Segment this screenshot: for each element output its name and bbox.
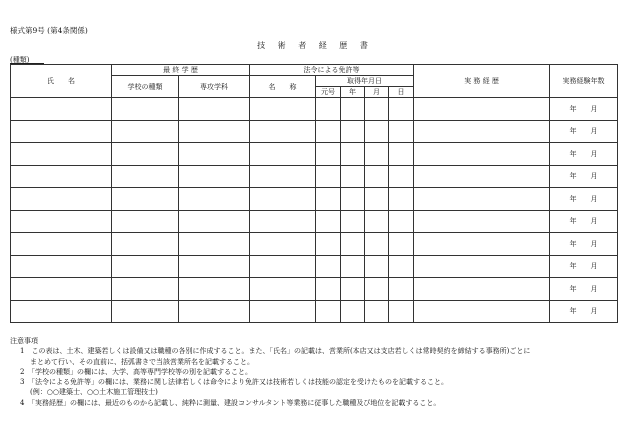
month-unit: 月	[590, 262, 598, 271]
table-row	[11, 210, 618, 233]
name-cell[interactable]	[11, 233, 112, 256]
year-cell[interactable]	[341, 210, 365, 233]
major-cell[interactable]	[179, 98, 250, 121]
year-unit: 年	[569, 149, 577, 158]
day-cell[interactable]	[389, 300, 414, 323]
month-cell[interactable]	[365, 300, 389, 323]
month-cell[interactable]	[365, 278, 389, 301]
work-history-cell[interactable]	[414, 210, 550, 233]
era-cell[interactable]	[316, 300, 341, 323]
era-cell[interactable]	[316, 143, 341, 166]
experience-years-cell[interactable]	[550, 165, 618, 188]
work-history-cell[interactable]	[414, 143, 550, 166]
note-3: 3 「法令による免許等」の欄には、業務に関し法律若しくは命令により免許又は技術若しくは技能の認定を受けたものを記載すること。	[20, 378, 448, 387]
school-type-cell[interactable]	[112, 165, 179, 188]
era-cell[interactable]	[316, 210, 341, 233]
form-number: 様式第9号 (第4条関係)	[10, 26, 88, 35]
school-type-cell[interactable]	[112, 278, 179, 301]
work-history-header: 実 務 経 歴	[414, 65, 550, 98]
license-name-cell[interactable]	[250, 233, 316, 256]
experience-years-cell[interactable]	[550, 98, 618, 121]
year-unit: 年	[569, 217, 577, 226]
table-row	[11, 278, 618, 301]
note-1-continued: まとめて行い、その直前に、括弧書きで当該営業所名を記載すること。	[30, 357, 254, 366]
note-3-example: (例：○○建築士、○○土木施工管理技士)	[30, 388, 158, 397]
name-cell[interactable]	[11, 188, 112, 211]
work-history-cell[interactable]	[414, 233, 550, 256]
school-type-cell[interactable]	[112, 300, 179, 323]
table-row	[11, 120, 618, 143]
major-cell[interactable]	[179, 255, 250, 278]
experience-years-cell[interactable]	[550, 300, 618, 323]
name-cell[interactable]	[11, 210, 112, 233]
month-unit: 月	[590, 239, 598, 248]
work-history-cell[interactable]	[414, 120, 550, 143]
year-cell[interactable]	[341, 165, 365, 188]
experience-years-cell[interactable]	[550, 278, 618, 301]
era-cell[interactable]	[316, 233, 341, 256]
table-row	[11, 98, 618, 121]
year-unit: 年	[569, 127, 577, 136]
month-cell[interactable]	[365, 188, 389, 211]
year-cell[interactable]	[341, 120, 365, 143]
day-cell[interactable]	[389, 233, 414, 256]
month-unit: 月	[590, 217, 598, 226]
month-cell[interactable]	[365, 143, 389, 166]
year-unit: 年	[569, 307, 577, 316]
license-name-cell[interactable]	[250, 255, 316, 278]
experience-years-cell[interactable]	[550, 210, 618, 233]
era-cell[interactable]	[316, 188, 341, 211]
note-2: 2 「学校の種類」の欄には、大学、高等専門学校等の別を記載すること。	[20, 367, 252, 376]
school-type-cell[interactable]	[112, 233, 179, 256]
work-history-cell[interactable]	[414, 165, 550, 188]
era-cell[interactable]	[316, 278, 341, 301]
name-cell[interactable]	[11, 165, 112, 188]
name-cell[interactable]	[11, 278, 112, 301]
era-header: 元号	[316, 87, 341, 98]
work-history-cell[interactable]	[414, 278, 550, 301]
month-unit: 月	[590, 104, 598, 113]
month-unit: 月	[590, 307, 598, 316]
name-cell[interactable]	[11, 120, 112, 143]
table-row	[11, 233, 618, 256]
experience-years-cell[interactable]	[550, 188, 618, 211]
name-header: 氏 名	[11, 65, 112, 98]
document-title: 技 術 者 経 歴 書	[257, 41, 373, 50]
year-unit: 年	[569, 104, 577, 113]
year-cell[interactable]	[341, 233, 365, 256]
month-unit: 月	[590, 194, 598, 203]
school-type-cell[interactable]	[112, 143, 179, 166]
engineer-history-table	[10, 64, 618, 323]
year-cell[interactable]	[341, 188, 365, 211]
major-cell[interactable]	[179, 300, 250, 323]
year-header: 年	[341, 87, 365, 98]
name-cell[interactable]	[11, 98, 112, 121]
year-cell[interactable]	[341, 278, 365, 301]
table-row	[11, 300, 618, 323]
license-name-cell[interactable]	[250, 188, 316, 211]
month-unit: 月	[590, 149, 598, 158]
name-cell[interactable]	[11, 300, 112, 323]
era-cell[interactable]	[316, 98, 341, 121]
major-cell[interactable]	[179, 210, 250, 233]
work-history-cell[interactable]	[414, 300, 550, 323]
license-name-cell[interactable]	[250, 143, 316, 166]
school-type-header: 学校の種類	[112, 76, 179, 98]
table-row	[11, 188, 618, 211]
license-name-cell[interactable]	[250, 120, 316, 143]
day-cell[interactable]	[389, 120, 414, 143]
work-history-cell[interactable]	[414, 255, 550, 278]
notes-section	[10, 336, 622, 408]
month-cell[interactable]	[365, 98, 389, 121]
year-cell[interactable]	[341, 300, 365, 323]
month-cell[interactable]	[365, 210, 389, 233]
day-cell[interactable]	[389, 255, 414, 278]
day-cell[interactable]	[389, 98, 414, 121]
major-cell[interactable]	[179, 188, 250, 211]
experience-years-cell[interactable]	[550, 120, 618, 143]
day-cell[interactable]	[389, 210, 414, 233]
year-cell[interactable]	[341, 255, 365, 278]
school-type-cell[interactable]	[112, 98, 179, 121]
year-unit: 年	[569, 262, 577, 271]
day-cell[interactable]	[389, 278, 414, 301]
year-unit: 年	[569, 239, 577, 248]
day-cell[interactable]	[389, 165, 414, 188]
era-cell[interactable]	[316, 120, 341, 143]
work-history-cell[interactable]	[414, 188, 550, 211]
day-cell[interactable]	[389, 188, 414, 211]
major-cell[interactable]	[179, 165, 250, 188]
month-cell[interactable]	[365, 120, 389, 143]
final-education-header: 最 終 学 歴	[112, 65, 250, 76]
table-row	[11, 143, 618, 166]
license-name-cell[interactable]	[250, 300, 316, 323]
month-header: 月	[365, 87, 389, 98]
day-header: 日	[389, 87, 414, 98]
license-name-cell[interactable]	[250, 278, 316, 301]
month-unit: 月	[590, 284, 598, 293]
year-unit: 年	[569, 194, 577, 203]
acquired-date-header: 取得年月日	[316, 76, 414, 87]
school-type-cell[interactable]	[112, 188, 179, 211]
license-name-cell[interactable]	[250, 98, 316, 121]
experience-years-cell[interactable]	[550, 143, 618, 166]
major-cell[interactable]	[179, 143, 250, 166]
table-row	[11, 165, 618, 188]
major-cell[interactable]	[179, 233, 250, 256]
license-name-cell[interactable]	[250, 165, 316, 188]
month-cell[interactable]	[365, 165, 389, 188]
category-label: (種類)	[10, 56, 30, 64]
month-cell[interactable]	[365, 233, 389, 256]
day-cell[interactable]	[389, 143, 414, 166]
era-cell[interactable]	[316, 165, 341, 188]
name-cell[interactable]	[11, 143, 112, 166]
month-unit: 月	[590, 127, 598, 136]
year-cell[interactable]	[341, 143, 365, 166]
school-type-cell[interactable]	[112, 120, 179, 143]
experience-years-cell[interactable]	[550, 233, 618, 256]
school-type-cell[interactable]	[112, 255, 179, 278]
experience-years-cell[interactable]	[550, 255, 618, 278]
license-name-cell[interactable]	[250, 210, 316, 233]
work-history-cell[interactable]	[414, 98, 550, 121]
school-type-cell[interactable]	[112, 210, 179, 233]
year-unit: 年	[569, 284, 577, 293]
notes-heading: 注意事項	[10, 337, 38, 345]
note-1: 1 この表は、土木、建築若しくは設備又は職種の各別に作成すること。また、「氏名」の記載は、営業所(本店又は支店若しくは常時契約を締結する事務所)ごとに	[20, 347, 531, 356]
major-cell[interactable]	[179, 120, 250, 143]
major-cell[interactable]	[179, 278, 250, 301]
license-name-header: 名 称	[250, 76, 316, 98]
table-row	[11, 255, 618, 278]
year-unit: 年	[569, 172, 577, 181]
legal-license-header: 法令による免許等	[250, 65, 414, 76]
year-cell[interactable]	[341, 98, 365, 121]
era-cell[interactable]	[316, 255, 341, 278]
major-header: 専攻学科	[179, 76, 250, 98]
note-4: 4 「実務経歴」の欄には、最近のものから記載し、純粋に測量、建設コンサルタント等業務に従事した職種及び地位を記載すること。	[20, 398, 441, 407]
experience-years-header: 実務経験年数	[550, 65, 618, 98]
month-cell[interactable]	[365, 255, 389, 278]
name-cell[interactable]	[11, 255, 112, 278]
month-unit: 月	[590, 172, 598, 181]
